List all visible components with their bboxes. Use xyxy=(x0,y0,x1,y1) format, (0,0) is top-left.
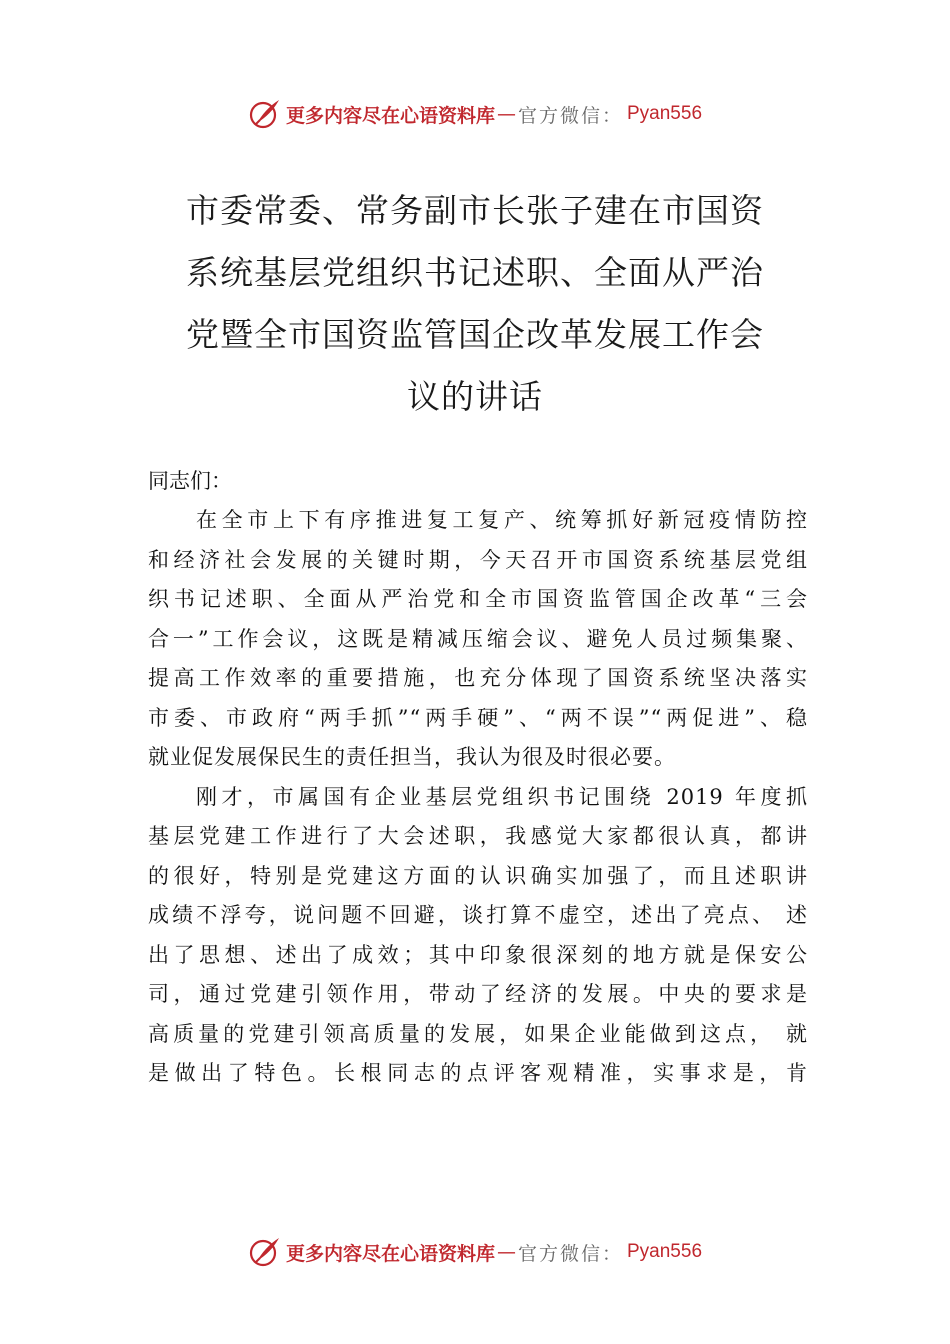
body-line: 基层党建工作进行了大会述职，我感觉大家都很认真，都讲 xyxy=(148,824,808,848)
body-line: 合一”工作会议，这既是精减压缩会议、避免人员过频集聚、 xyxy=(148,626,808,651)
title-line: 议的讲话 xyxy=(407,377,543,416)
quill-logo-icon xyxy=(248,97,282,131)
body-line: 市委、市政府“两手抓”“两手硬”、“两不误”“两促进”、稳 xyxy=(148,705,808,730)
title-line: 党暨全市国资监管国企改革发展工作会 xyxy=(186,315,764,354)
official-wechat-label: 官方微信： xyxy=(517,1242,623,1265)
wechat-id: Pyan556 xyxy=(627,103,703,124)
body-line: 是做出了特色。长根同志的点评客观精准，实事求是，肯 xyxy=(148,1061,808,1085)
banner-dash: — xyxy=(496,1241,516,1263)
body-line: 就业促发展保民生的责任担当，我认为很及时很必要。 xyxy=(148,745,676,769)
body-line: 在全市上下有序推进复工复产、统筹抓好新冠疫情防控 xyxy=(196,508,808,532)
wechat-id: Pyan556 xyxy=(627,1241,703,1262)
title-line: 系统基层党组织书记述职、全面从严治 xyxy=(186,253,764,292)
banner-dash: — xyxy=(496,103,516,125)
document-title xyxy=(150,180,800,428)
header-banner xyxy=(0,94,950,134)
body-line: 的很好，特别是党建这方面的认识确实加强了，而且述职讲 xyxy=(148,863,808,888)
salutation: 同志们： xyxy=(148,469,232,493)
body-line: 织书记述职、全面从严治党和全市国资监管国企改革“三会 xyxy=(148,587,808,611)
promo-text: 更多内容尽在心语资料库 xyxy=(285,1242,495,1265)
quill-logo-icon xyxy=(248,1235,282,1269)
footer-banner xyxy=(0,1232,950,1272)
body-line: 出了思想、述出了成效；其中印象很深刻的地方就是保安公 xyxy=(148,942,808,967)
body-line: 高质量的党建引领高质量的发展，如果企业能做到这点， 就 xyxy=(148,1021,808,1046)
official-wechat-label: 官方微信： xyxy=(517,104,623,127)
title-line: 市委常委、常务副市长张子建在市国资 xyxy=(186,191,764,230)
body-text xyxy=(148,501,808,1094)
body-line: 司，通过党建引领作用，带动了经济的发展。中央的要求是 xyxy=(148,982,808,1006)
body-line: 和经济社会发展的关键时期，今天召开市国资系统基层党组 xyxy=(148,547,808,572)
body-line: 成绩不浮夸，说问题不回避，谈打算不虚空，述出了亮点、 述 xyxy=(148,903,808,927)
body-line: 刚才，市属国有企业基层党组织书记围绕 2019 年度抓 xyxy=(196,784,808,809)
promo-text: 更多内容尽在心语资料库 xyxy=(285,104,495,127)
body-line: 提高工作效率的重要措施，也充分体现了国资系统坚决落实 xyxy=(148,666,808,690)
